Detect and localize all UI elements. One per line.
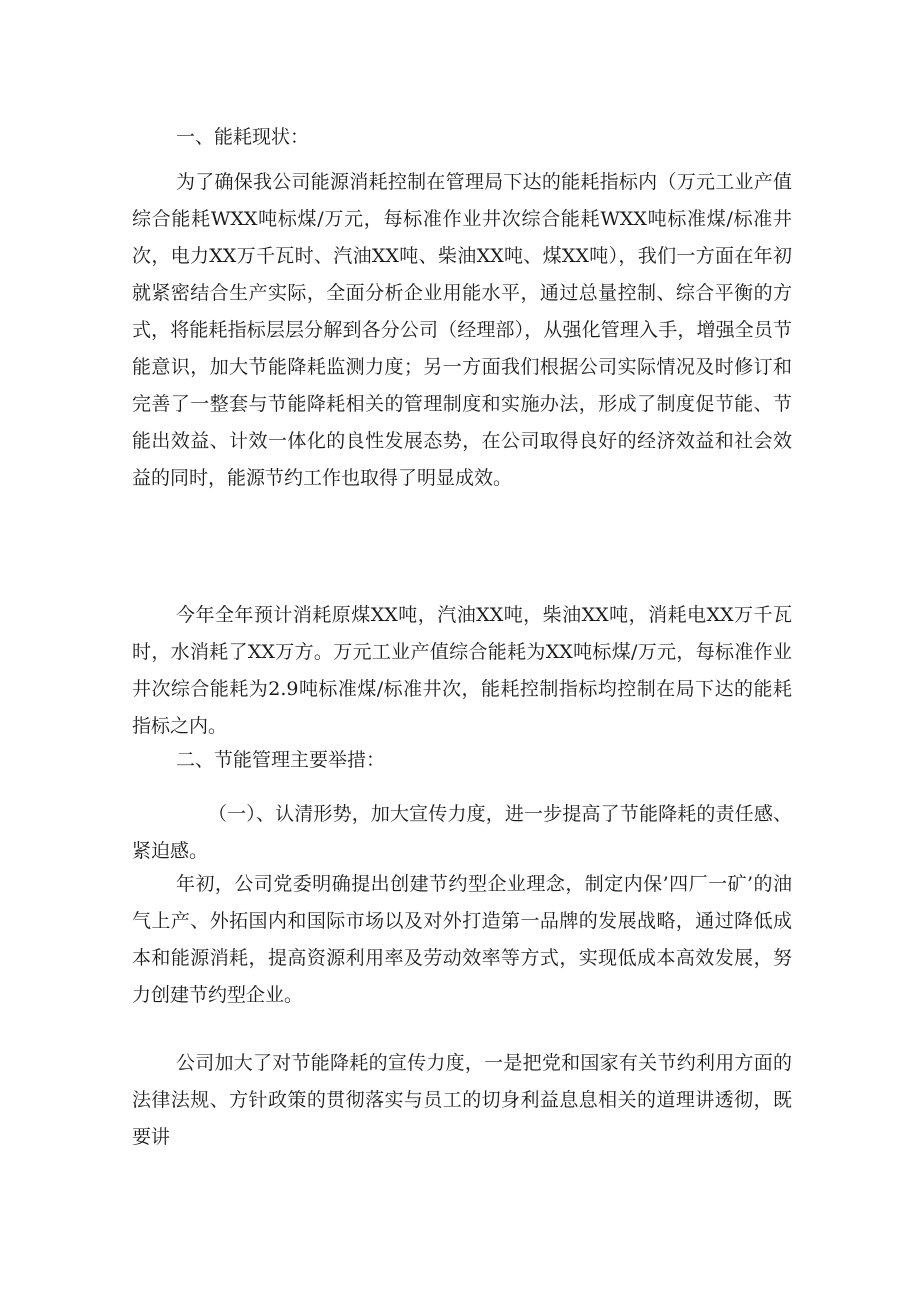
section-heading-measures: 二、节能管理主要举措： [176, 749, 386, 771]
paragraph-energy-targets: 为了确保我公司能源消耗控制在管理局下达的能耗指标内（万元工业产值综合能耗WXX吨标煤/万元，每标准作业井次综合能耗WXX吨标准煤/标准井次，电力XX万千瓦时、汽油XX吨、柴油XX吨、煤XX吨），我们一方面在年初就紧密结合生产实际，全面分析企业用能水平，通过总量控制、综合平衡的方式，将能耗指标层层分解到各分公司（经理部），从强化管理入手，增强全员节能意识，加大节能降耗监测力度；另一方面我们根据公司实际情况及时修订和完善了一整套与节能降耗相关的管理制度和实施办法，形成了制度促节能、节能出效益、计效一体化的良性发展态势，在公司取得良好的经济效益和社会效益的同时，能源节约工作也取得了明显成效。 [132, 171, 792, 489]
paragraph-annual-consumption: 今年全年预计消耗原煤XX吨，汽油XX吨，柴油XX吨，消耗电XX万千瓦时，水消耗了XX万方。万元工业产值综合能耗为XX吨标煤/万元，每标准作业井次综合能耗为2.9吨标准煤/标准井次，能耗控制指标均控制在局下达的能耗指标之内。 [132, 604, 792, 737]
paragraph-publicity: 公司加大了对节能降耗的宣传力度，一是把党和国家有关节约利用方面的法律法规、方针政策的贯彻落实与员工的切身利益息息相关的道理讲透彻，既要讲 [132, 1052, 792, 1148]
paragraph-party-committee: 年初，公司党委明确提出创建节约型企业理念，制定内保’四厂一矿’的油气上产、外拓国内和国际市场以及对外打造第一品牌的发展战略，通过降低成本和能源消耗，提高资源利用率及劳动效率等方式，实现低成本高效发展，努力创建节约型企业。 [132, 873, 792, 1006]
subheading-awareness: （一）、认清形势，加大宣传力度，进一步提高了节能降耗的责任感、紧迫感。 [132, 803, 792, 862]
section-heading-energy-status: 一、能耗现状： [176, 126, 310, 148]
